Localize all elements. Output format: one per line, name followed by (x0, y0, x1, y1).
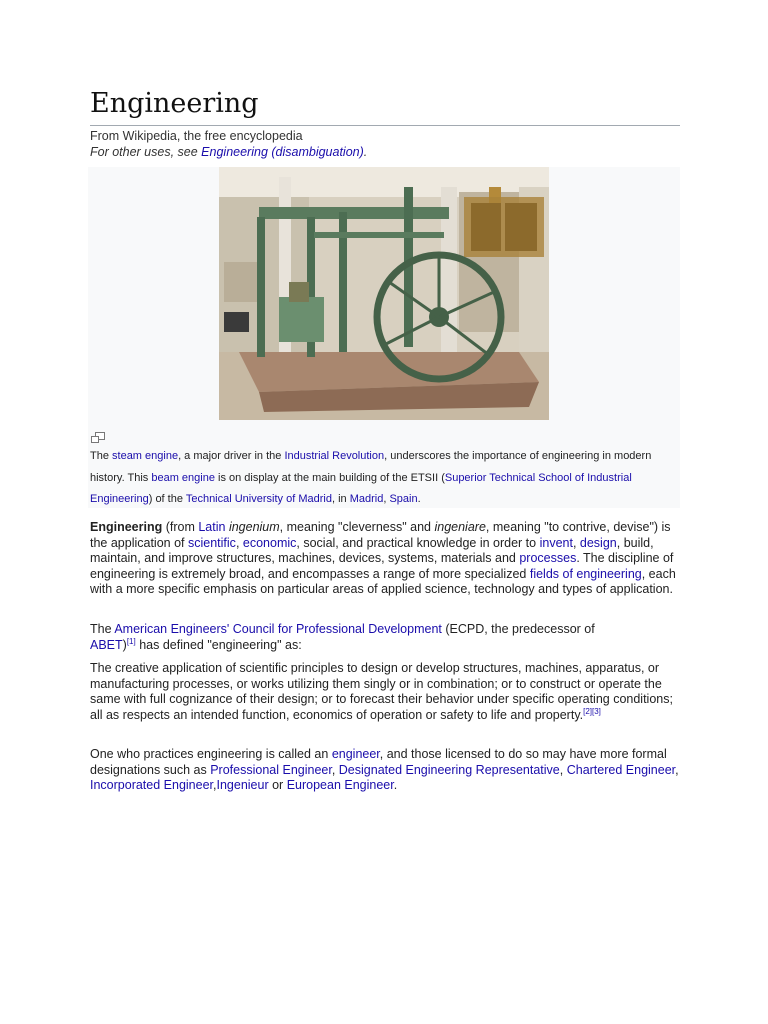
latin-link[interactable]: Latin (198, 520, 226, 534)
thumbnail-figure (88, 167, 680, 508)
reference-1-link[interactable]: [1] (126, 636, 136, 646)
site-tagline: From Wikipedia, the free encyclopedia (90, 129, 303, 143)
page-title: Engineering (90, 88, 259, 119)
paragraph-text: or (268, 778, 287, 792)
madrid-link[interactable]: Madrid (349, 493, 384, 505)
reference-2-3-link[interactable]: [2][3] (583, 706, 601, 716)
term-bold: Engineering (90, 520, 163, 534)
hatnote-suffix: . (363, 145, 368, 159)
caption-text: , a major driver in the (178, 450, 285, 462)
processes-link[interactable]: processes (519, 551, 577, 565)
ecpd-paragraph (90, 622, 620, 653)
european-engineer-link[interactable]: European Engineer (286, 778, 394, 792)
paragraph-text: , (235, 535, 243, 550)
engineer-link[interactable]: engineer (331, 747, 380, 761)
invent-link[interactable]: invent (539, 535, 573, 550)
paragraph-text: , each with a more specific emphasis on particular areas of applied science, technology and types of application. (90, 566, 676, 596)
paragraph-text: . The discipline of engineering is extremely broad, and encompasses a range of more specialized (90, 551, 674, 581)
steam-engine-link[interactable]: steam engine (112, 450, 179, 462)
paragraph-text: (from (162, 520, 199, 534)
figure-caption (90, 446, 672, 511)
title-divider (90, 125, 680, 126)
latin-term: ingenium (228, 520, 280, 534)
paragraph-text: has defined "engineering" as: (135, 637, 302, 652)
definition-paragraph (90, 661, 682, 723)
hatnote (90, 145, 367, 159)
scientific-link[interactable]: scientific (188, 535, 236, 550)
paragraph-text: , meaning "cleverness" and (279, 520, 435, 534)
fields-of-engineering-link[interactable]: fields of engineering (529, 566, 642, 581)
paragraph-text: , meaning "to contrive, devise") is the application of (90, 520, 671, 550)
professional-engineer-link[interactable]: Professional Engineer (210, 762, 332, 777)
paragraph-text: , (675, 762, 679, 777)
abet-link[interactable]: ABET (90, 637, 123, 652)
hatnote-prefix: For other uses, see (90, 145, 202, 159)
caption-text: . (417, 493, 421, 505)
economic-link[interactable]: economic (242, 535, 297, 550)
paragraph-text: , (572, 535, 580, 550)
caption-text: is on display at the main building of the ETSII ( (214, 471, 445, 484)
paragraph-text: (ECPD, the predecessor of (441, 622, 595, 636)
ingenieur-link[interactable]: Ingenieur (216, 778, 269, 792)
paragraph-text: ) (122, 637, 127, 652)
caption-text: , in (331, 493, 350, 505)
caption-text: The (90, 450, 113, 462)
paragraph-text: , (559, 762, 567, 777)
paragraph-text: . (393, 778, 398, 792)
chartered-engineer-link[interactable]: Chartered Engineer (566, 762, 676, 777)
paragraph-text: The creative application of scientific principles to design or develop structures, machines, apparatus, or manufacturing processes, or works utilizing them singly or in combination; or to construct or operate the same with full cognizance of their design; or to forecast their behavior under specific operating conditions; all as respects an intended function, economics of operation or safety to life and property. (90, 661, 673, 722)
caption-text: , (383, 493, 390, 505)
enlarge-icon[interactable] (91, 430, 105, 441)
paragraph-text: , and those licensed to do so may have more formal designations such as (90, 747, 667, 777)
paragraph-text: One who practices engineering is called an (90, 747, 332, 761)
design-link[interactable]: design (579, 535, 617, 550)
ecpd-link[interactable]: American Engineers' Council for Professional Development (114, 622, 442, 636)
spain-link[interactable]: Spain (389, 493, 418, 505)
latin-term: ingeniare (434, 520, 486, 534)
beam-engine-link[interactable]: beam engine (151, 471, 215, 484)
etsii-link[interactable]: Superior Technical School of Industrial Engineering (90, 471, 632, 505)
paragraph-text: , build, maintain, and improve structures, machines, devices, systems, materials and (90, 535, 654, 565)
caption-text: ) of the (148, 493, 186, 505)
designated-engineering-representative-link[interactable]: Designated Engineering Representative (338, 762, 560, 777)
steam-engine-image[interactable] (219, 167, 549, 420)
technical-university-madrid-link[interactable]: Technical University of Madrid (185, 493, 332, 505)
industrial-revolution-link[interactable]: Industrial Revolution (284, 450, 385, 462)
paragraph-text: The (90, 622, 115, 636)
paragraph-text: , (213, 778, 217, 792)
paragraph-text: , social, and practical knowledge in order to (296, 535, 540, 550)
engineer-paragraph (90, 747, 682, 794)
disambiguation-link[interactable]: Engineering (disambiguation) (201, 145, 364, 159)
intro-paragraph (90, 520, 682, 598)
caption-text: , underscores the importance of engineering in modern history. This (90, 450, 652, 484)
incorporated-engineer-link[interactable]: Incorporated Engineer (90, 778, 214, 792)
paragraph-text: , (331, 762, 339, 777)
